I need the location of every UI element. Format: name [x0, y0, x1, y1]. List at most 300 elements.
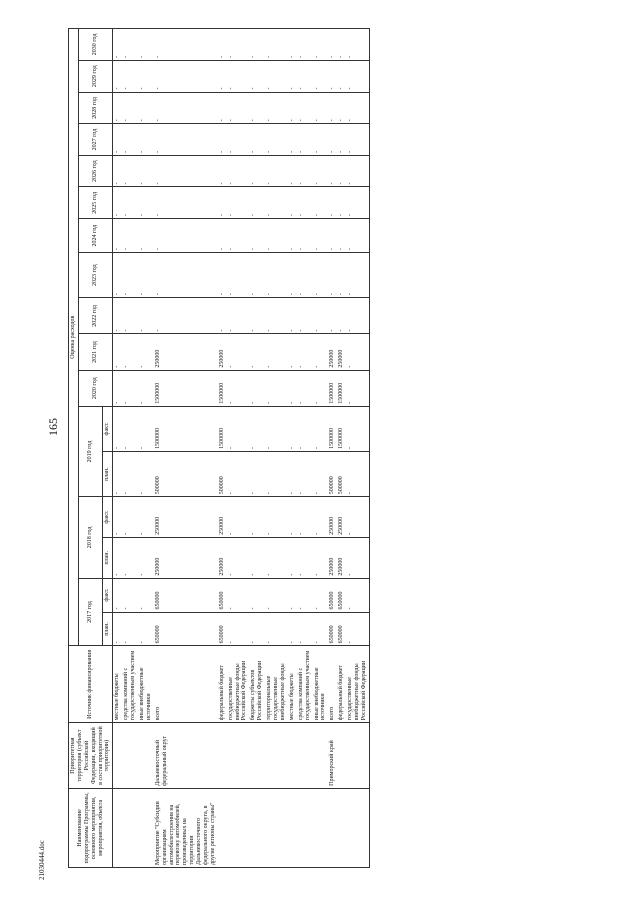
row-territory-cell — [297, 723, 313, 789]
header-year-2023: 2023 год — [78, 253, 112, 298]
row-value-cell: - — [138, 452, 154, 497]
row-value-cell: - — [227, 612, 250, 646]
row-value-cell: - — [138, 219, 154, 253]
row-value-cell: - — [138, 497, 154, 538]
row-value-cell: 1500000 — [337, 370, 346, 406]
row-value-cell: - — [328, 92, 337, 124]
row-value-cell: - — [113, 219, 122, 253]
row-value-cell: - — [122, 612, 138, 646]
row-value-cell: - — [227, 124, 250, 156]
row-value-cell: - — [138, 92, 154, 124]
table-body — [113, 29, 369, 868]
row-territory-cell: Дальневосточный федеральный округ — [154, 723, 218, 789]
row-value-cell: 1500000 — [337, 406, 346, 451]
header-year-2019: 2019 год — [78, 406, 103, 496]
row-value-cell: - — [249, 497, 265, 538]
row-value-cell: - — [265, 612, 288, 646]
row-value-cell: - — [249, 253, 265, 298]
table-row — [288, 29, 297, 868]
row-value-cell: 650000 — [218, 578, 227, 612]
row-name-cell — [122, 788, 138, 867]
row-value-cell: - — [249, 124, 265, 156]
table-row — [265, 29, 288, 868]
row-value-cell: - — [313, 612, 329, 646]
row-territory-cell: Приморский край — [328, 723, 337, 789]
row-name-cell — [297, 788, 313, 867]
row-name-cell — [227, 788, 250, 867]
row-value-cell: - — [218, 29, 227, 61]
row-value-cell: - — [113, 370, 122, 406]
header-year-2024: 2024 год — [78, 219, 112, 253]
table-row — [249, 29, 265, 868]
row-value-cell: - — [249, 60, 265, 92]
row-value-cell: 650000 — [328, 612, 337, 646]
row-value-cell: - — [113, 155, 122, 187]
row-value-cell: - — [249, 612, 265, 646]
row-value-cell: - — [265, 578, 288, 612]
row-territory-cell — [218, 723, 227, 789]
row-value-cell: - — [122, 124, 138, 156]
row-value-cell: - — [113, 612, 122, 646]
row-value-cell: - — [122, 578, 138, 612]
row-value-cell: - — [288, 60, 297, 92]
row-value-cell: - — [288, 298, 297, 334]
row-territory-cell — [265, 723, 288, 789]
row-value-cell: - — [313, 92, 329, 124]
row-value-cell: 1500000 — [328, 370, 337, 406]
row-value-cell: - — [122, 298, 138, 334]
row-value-cell: - — [218, 60, 227, 92]
row-value-cell: - — [154, 219, 218, 253]
row-source-cell: средства компаний с государственным участием — [297, 646, 313, 723]
row-value-cell: - — [346, 155, 369, 187]
row-value-cell: - — [313, 578, 329, 612]
row-value-cell: - — [265, 334, 288, 370]
row-value-cell: - — [288, 452, 297, 497]
row-value-cell: - — [313, 29, 329, 61]
row-value-cell: - — [288, 124, 297, 156]
row-value-cell: - — [265, 298, 288, 334]
row-source-cell: федеральный бюджет — [218, 646, 227, 723]
row-value-cell: - — [113, 406, 122, 451]
row-value-cell: - — [227, 219, 250, 253]
row-value-cell: - — [122, 219, 138, 253]
row-value-cell: - — [288, 370, 297, 406]
table-row — [154, 29, 218, 868]
row-value-cell: - — [265, 29, 288, 61]
row-value-cell: - — [337, 155, 346, 187]
row-value-cell: - — [227, 370, 250, 406]
row-value-cell: - — [297, 60, 313, 92]
row-value-cell: - — [138, 298, 154, 334]
row-value-cell: - — [122, 29, 138, 61]
row-value-cell: - — [346, 187, 369, 219]
header-year-2025: 2025 год — [78, 187, 112, 219]
row-territory-cell — [288, 723, 297, 789]
row-value-cell: - — [297, 219, 313, 253]
row-value-cell: 250000 — [328, 537, 337, 578]
row-value-cell: - — [113, 124, 122, 156]
row-value-cell: - — [313, 406, 329, 451]
row-value-cell: - — [122, 497, 138, 538]
row-territory-cell — [227, 723, 250, 789]
row-source-cell: бюджеты субъектов Российской Федерации — [249, 646, 265, 723]
row-value-cell: - — [265, 452, 288, 497]
row-territory-cell — [113, 723, 122, 789]
row-value-cell: - — [122, 92, 138, 124]
row-value-cell: 1500000 — [154, 370, 218, 406]
row-value-cell: - — [227, 29, 250, 61]
row-value-cell: - — [297, 253, 313, 298]
row-value-cell: 250000 — [337, 334, 346, 370]
row-value-cell: - — [288, 334, 297, 370]
row-value-cell: - — [113, 497, 122, 538]
row-value-cell: - — [328, 60, 337, 92]
row-value-cell: 650000 — [154, 578, 218, 612]
row-value-cell: - — [138, 155, 154, 187]
row-value-cell: - — [154, 253, 218, 298]
header-plan: план. — [103, 452, 113, 497]
row-source-cell: государственные внебюджетные фонды Российской Федерации — [227, 646, 250, 723]
row-value-cell: - — [113, 187, 122, 219]
row-value-cell: - — [313, 60, 329, 92]
row-value-cell: - — [297, 578, 313, 612]
table-row — [328, 29, 337, 868]
row-territory-cell — [346, 723, 369, 789]
row-value-cell: - — [122, 334, 138, 370]
row-value-cell: - — [297, 334, 313, 370]
row-value-cell: - — [328, 253, 337, 298]
row-value-cell: - — [313, 187, 329, 219]
row-value-cell: - — [346, 219, 369, 253]
row-value-cell: - — [218, 92, 227, 124]
row-territory-cell — [122, 723, 138, 789]
row-value-cell: - — [113, 537, 122, 578]
row-source-cell: всего — [154, 646, 218, 723]
row-value-cell: - — [138, 578, 154, 612]
row-value-cell: - — [122, 155, 138, 187]
header-year-2017: 2017 год — [78, 578, 103, 646]
row-value-cell: - — [249, 29, 265, 61]
row-value-cell: - — [346, 253, 369, 298]
row-value-cell: - — [328, 29, 337, 61]
row-value-cell: - — [138, 406, 154, 451]
header-estimate: Оценка расходов — [69, 29, 79, 646]
row-value-cell: - — [346, 334, 369, 370]
row-value-cell: 250000 — [337, 497, 346, 538]
row-value-cell: - — [297, 155, 313, 187]
row-value-cell: - — [337, 60, 346, 92]
row-value-cell: - — [288, 92, 297, 124]
row-value-cell: 650000 — [337, 578, 346, 612]
row-value-cell: 1500000 — [218, 406, 227, 451]
row-value-cell: - — [328, 187, 337, 219]
row-value-cell: - — [313, 497, 329, 538]
row-value-cell: - — [265, 124, 288, 156]
row-territory-cell — [337, 723, 346, 789]
row-value-cell: - — [265, 370, 288, 406]
row-value-cell: - — [346, 298, 369, 334]
row-value-cell: - — [138, 612, 154, 646]
row-name-cell — [113, 788, 122, 867]
header-year-2018: 2018 год — [78, 497, 103, 578]
row-value-cell: - — [346, 29, 369, 61]
row-value-cell: - — [138, 29, 154, 61]
row-value-cell: - — [313, 334, 329, 370]
row-value-cell: - — [265, 537, 288, 578]
table-row — [313, 29, 329, 868]
row-value-cell: - — [346, 406, 369, 451]
row-value-cell: - — [138, 370, 154, 406]
row-value-cell: - — [297, 29, 313, 61]
row-value-cell: - — [265, 187, 288, 219]
row-value-cell: - — [218, 187, 227, 219]
row-name-cell — [346, 788, 369, 867]
row-value-cell: - — [138, 537, 154, 578]
row-value-cell: - — [227, 452, 250, 497]
row-name-cell — [328, 788, 337, 867]
document-code: 21030444.doc — [38, 840, 46, 880]
row-value-cell: 500000 — [337, 452, 346, 497]
row-value-cell: - — [313, 219, 329, 253]
row-value-cell: - — [297, 612, 313, 646]
row-value-cell: 650000 — [337, 612, 346, 646]
row-name-cell — [249, 788, 265, 867]
row-value-cell: - — [265, 406, 288, 451]
row-value-cell: - — [297, 124, 313, 156]
row-value-cell: - — [249, 92, 265, 124]
row-value-cell: - — [346, 578, 369, 612]
header-fact: факт. — [103, 497, 113, 538]
row-value-cell: - — [288, 253, 297, 298]
row-name-cell: Мероприятие "Субсидии организациям автомобилестроения на перевозку автомобилей, произведенных на территории Дальневосточного федерального округа, в другие регионы страны" — [154, 788, 218, 867]
row-source-cell: местные бюджеты — [288, 646, 297, 723]
table-row — [122, 29, 138, 868]
row-value-cell: - — [337, 187, 346, 219]
row-value-cell: - — [122, 60, 138, 92]
row-value-cell: - — [227, 537, 250, 578]
row-value-cell: - — [337, 29, 346, 61]
row-value-cell: - — [297, 537, 313, 578]
row-value-cell: - — [218, 155, 227, 187]
row-value-cell: - — [297, 298, 313, 334]
row-value-cell: 500000 — [154, 452, 218, 497]
row-value-cell: - — [265, 219, 288, 253]
row-value-cell: - — [249, 578, 265, 612]
expenses-table — [68, 28, 370, 868]
row-value-cell: - — [154, 29, 218, 61]
row-value-cell: 250000 — [337, 537, 346, 578]
row-value-cell: - — [249, 370, 265, 406]
row-value-cell: - — [265, 155, 288, 187]
header-fact: факт. — [103, 406, 113, 451]
row-value-cell: - — [337, 298, 346, 334]
row-value-cell: - — [288, 406, 297, 451]
row-value-cell: - — [337, 219, 346, 253]
row-value-cell: - — [346, 124, 369, 156]
table-row — [227, 29, 250, 868]
row-source-cell: всего — [328, 646, 337, 723]
row-value-cell: - — [227, 253, 250, 298]
row-value-cell: - — [138, 334, 154, 370]
row-value-cell: - — [113, 298, 122, 334]
row-value-cell: - — [346, 612, 369, 646]
page-number: 165 — [46, 418, 60, 436]
row-value-cell: - — [288, 497, 297, 538]
row-value-cell: - — [265, 253, 288, 298]
row-value-cell: 650000 — [328, 578, 337, 612]
header-year-2021: 2021 год — [78, 334, 112, 370]
header-name: Наименование подпрограммы Программы, основного мероприятия, мероприятия, объекта — [69, 788, 113, 867]
table-row — [113, 29, 122, 868]
row-value-cell: - — [122, 253, 138, 298]
row-value-cell: 1500000 — [218, 370, 227, 406]
row-value-cell: - — [122, 370, 138, 406]
row-value-cell: - — [337, 124, 346, 156]
row-value-cell: - — [138, 60, 154, 92]
row-value-cell: - — [227, 60, 250, 92]
row-value-cell: - — [288, 29, 297, 61]
row-value-cell: - — [249, 537, 265, 578]
row-value-cell: - — [227, 298, 250, 334]
row-value-cell: 650000 — [154, 612, 218, 646]
row-value-cell: - — [337, 253, 346, 298]
row-value-cell: - — [313, 124, 329, 156]
row-value-cell: - — [346, 537, 369, 578]
row-source-cell: государственные внебюджетные фонды Российской Федерации — [346, 646, 369, 723]
rotated-table-container — [68, 28, 538, 868]
row-value-cell: - — [154, 187, 218, 219]
row-value-cell: - — [249, 298, 265, 334]
row-value-cell: 650000 — [218, 612, 227, 646]
row-value-cell: 250000 — [218, 537, 227, 578]
row-value-cell: - — [249, 187, 265, 219]
row-territory-cell — [313, 723, 329, 789]
header-year-2030: 2030 год — [78, 29, 112, 61]
row-value-cell: - — [113, 92, 122, 124]
row-value-cell: - — [288, 187, 297, 219]
table-row — [138, 29, 154, 868]
row-value-cell: 250000 — [218, 497, 227, 538]
row-value-cell: - — [328, 298, 337, 334]
row-value-cell: - — [218, 219, 227, 253]
row-value-cell: 500000 — [218, 452, 227, 497]
row-value-cell: - — [346, 452, 369, 497]
table-row — [297, 29, 313, 868]
table-row — [337, 29, 346, 868]
row-value-cell: - — [249, 452, 265, 497]
row-value-cell: 250000 — [218, 334, 227, 370]
row-value-cell: - — [297, 187, 313, 219]
row-value-cell: - — [227, 578, 250, 612]
row-value-cell: - — [328, 124, 337, 156]
row-value-cell: - — [265, 92, 288, 124]
row-value-cell: - — [138, 187, 154, 219]
row-name-cell — [138, 788, 154, 867]
table-row — [346, 29, 369, 868]
row-value-cell: - — [346, 60, 369, 92]
row-value-cell: - — [265, 497, 288, 538]
row-value-cell: - — [154, 124, 218, 156]
row-value-cell: - — [328, 219, 337, 253]
row-name-cell — [265, 788, 288, 867]
row-value-cell: - — [313, 537, 329, 578]
row-value-cell: - — [227, 92, 250, 124]
row-value-cell: - — [313, 155, 329, 187]
row-value-cell: - — [313, 452, 329, 497]
row-value-cell: - — [346, 497, 369, 538]
row-value-cell: - — [249, 406, 265, 451]
row-value-cell: - — [288, 578, 297, 612]
row-value-cell: 250000 — [328, 334, 337, 370]
row-value-cell: - — [249, 155, 265, 187]
row-value-cell: - — [113, 452, 122, 497]
row-value-cell: - — [297, 497, 313, 538]
row-value-cell: 1500000 — [154, 406, 218, 451]
row-value-cell: - — [288, 612, 297, 646]
row-value-cell: - — [113, 334, 122, 370]
row-value-cell: - — [313, 370, 329, 406]
row-value-cell: - — [249, 219, 265, 253]
table-row — [218, 29, 227, 868]
row-name-cell — [288, 788, 297, 867]
header-year-2026: 2026 год — [78, 155, 112, 187]
row-name-cell — [337, 788, 346, 867]
header-year-2029: 2029 год — [78, 60, 112, 92]
row-value-cell: - — [346, 370, 369, 406]
row-source-cell: иные внебюджетные источники — [313, 646, 329, 723]
row-value-cell: 250000 — [154, 334, 218, 370]
row-value-cell: - — [218, 298, 227, 334]
row-value-cell: - — [154, 92, 218, 124]
row-value-cell: 500000 — [328, 452, 337, 497]
row-value-cell: - — [218, 253, 227, 298]
header-year-2027: 2027 год — [78, 124, 112, 156]
row-value-cell: - — [113, 253, 122, 298]
header-year-2028: 2028 год — [78, 92, 112, 124]
row-value-cell: - — [138, 124, 154, 156]
row-value-cell: - — [122, 406, 138, 451]
row-value-cell: - — [297, 92, 313, 124]
row-value-cell: - — [297, 406, 313, 451]
row-source-cell: федеральный бюджет — [337, 646, 346, 723]
row-value-cell: 250000 — [154, 497, 218, 538]
row-value-cell: - — [346, 92, 369, 124]
row-source-cell: местные бюджеты — [113, 646, 122, 723]
row-value-cell: - — [227, 497, 250, 538]
row-value-cell: - — [288, 155, 297, 187]
row-value-cell: - — [218, 124, 227, 156]
row-territory-cell — [138, 723, 154, 789]
row-value-cell: - — [113, 578, 122, 612]
row-value-cell: - — [265, 60, 288, 92]
row-value-cell: - — [313, 298, 329, 334]
row-value-cell: - — [154, 298, 218, 334]
row-value-cell: - — [113, 29, 122, 61]
header-source: Источник финансирования — [69, 646, 113, 723]
header-year-2020: 2020 год — [78, 370, 112, 406]
row-value-cell: - — [328, 155, 337, 187]
row-value-cell: 250000 — [154, 537, 218, 578]
header-year-2022: 2022 год — [78, 298, 112, 334]
header-plan: план. — [103, 612, 113, 646]
row-value-cell: 1500000 — [328, 406, 337, 451]
row-value-cell: - — [122, 452, 138, 497]
header-fact: факт. — [103, 578, 113, 612]
row-value-cell: - — [249, 334, 265, 370]
row-value-cell: - — [297, 370, 313, 406]
row-value-cell: - — [122, 187, 138, 219]
